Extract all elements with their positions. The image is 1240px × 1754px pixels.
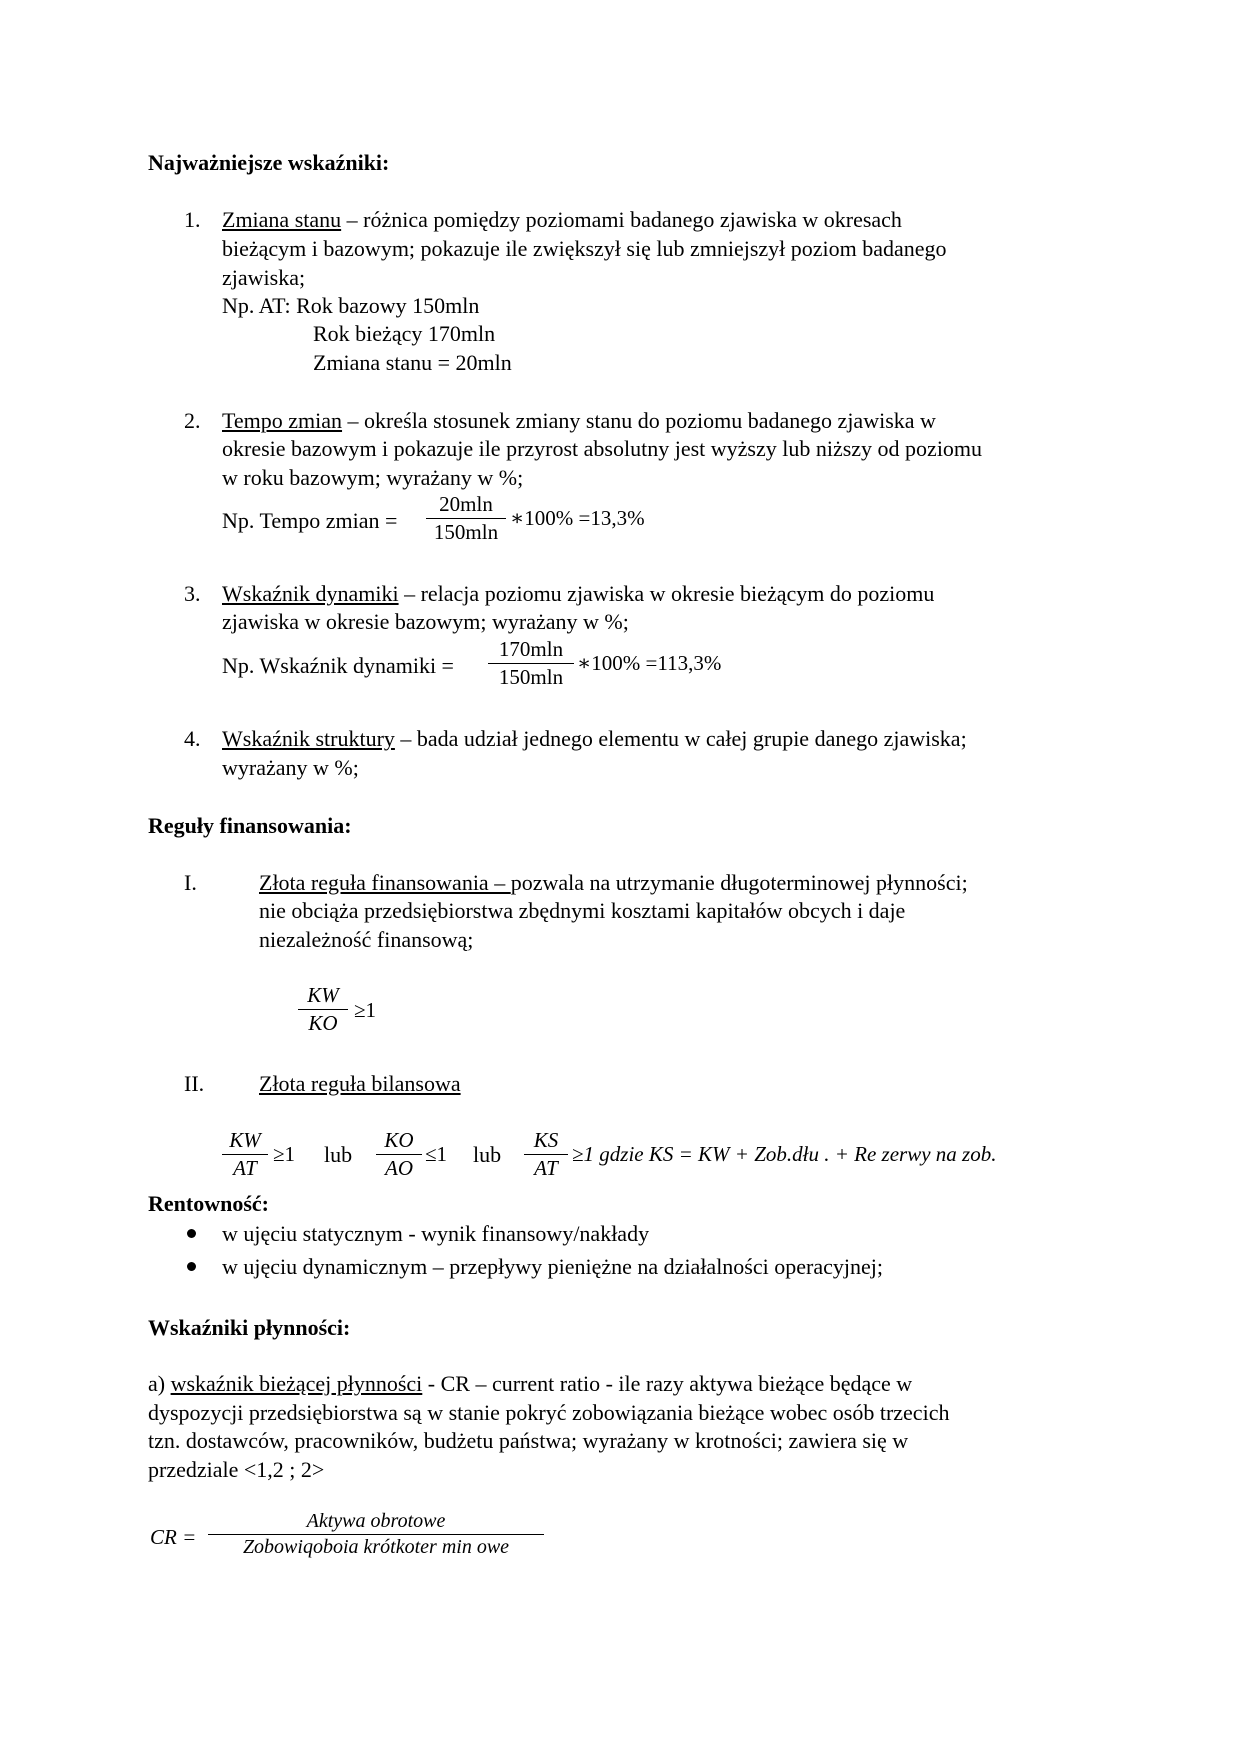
list-number: 1. bbox=[184, 207, 201, 232]
heading-reguly-finansowania: Reguły finansowania: bbox=[148, 813, 352, 838]
numerator: KW bbox=[229, 1128, 261, 1152]
formula-fraction bbox=[488, 637, 574, 690]
text-line: zjawiska w okresie bazowym; wyrażany w %; bbox=[222, 609, 629, 634]
numerator: KO bbox=[384, 1128, 414, 1152]
text-line: wyrażany w %; bbox=[222, 755, 359, 780]
term: Złota reguła finansowania – bbox=[259, 870, 511, 895]
term: Tempo zmian bbox=[222, 408, 343, 433]
list-number: 3. bbox=[184, 581, 201, 606]
list-item-zlota-regula-finansowania bbox=[259, 870, 968, 895]
numerator: 20mln bbox=[439, 492, 493, 516]
formula-fraction bbox=[376, 1128, 422, 1181]
list-number: II. bbox=[184, 1071, 205, 1096]
bullet-icon bbox=[187, 1229, 196, 1238]
list-item-zmiana-stanu bbox=[222, 207, 902, 232]
text: – różnica pomiędzy poziomami badanego zjawiska w okresach bbox=[341, 207, 902, 232]
example-line: Np. AT: Rok bazowy 150mln bbox=[222, 293, 480, 318]
list-item: w ujęciu dynamicznym – przepływy pieniężne na działalności operacyjnej; bbox=[222, 1254, 883, 1279]
fraction-bar bbox=[524, 1154, 568, 1155]
connector-lub: lub bbox=[324, 1142, 353, 1167]
paragraph-line: przedziale <1,2 ; 2> bbox=[148, 1457, 325, 1482]
text-line: zjawiska; bbox=[222, 265, 306, 290]
text-line: nie obciąża przedsiębiorstwa zbędnymi kosztami kapitałów obcych i daje bbox=[259, 898, 906, 923]
numerator: Aktywa obrotowe bbox=[306, 1510, 446, 1532]
prefix: a) bbox=[148, 1371, 171, 1396]
formula-fraction bbox=[524, 1128, 568, 1181]
fraction-bar bbox=[376, 1154, 422, 1155]
list-number: 2. bbox=[184, 408, 201, 433]
formula-relation: ≥1 bbox=[354, 998, 377, 1022]
text-line: niezależność finansową; bbox=[259, 927, 474, 952]
text-line: w roku bazowym; wyrażany w %; bbox=[222, 465, 524, 490]
list-number: 4. bbox=[184, 726, 201, 751]
formula-result: ∗100% =113,3% bbox=[577, 651, 722, 675]
formula-label: CR = bbox=[150, 1525, 197, 1549]
fraction-bar bbox=[222, 1154, 268, 1155]
term: Zmiana stanu bbox=[222, 207, 342, 232]
list-item-wskaznik-dynamiki bbox=[222, 581, 934, 606]
formula-fraction bbox=[426, 492, 506, 545]
fraction-bar bbox=[208, 1534, 544, 1535]
formula-relation: ≥1 bbox=[273, 1142, 296, 1166]
text: - CR – current ratio - ile razy aktywa bieżące będące w bbox=[422, 1371, 913, 1396]
formula-result: ∗100% =13,3% bbox=[510, 506, 645, 530]
denominator: 150mln bbox=[498, 665, 564, 689]
paragraph-line: tzn. dostawców, pracowników, budżetu państwa; wyrażany w krotności; zawiera się w bbox=[148, 1428, 909, 1453]
list-item-tempo-zmian bbox=[222, 408, 936, 433]
formula-label: Np. Tempo zmian = bbox=[222, 508, 398, 533]
fraction-bar bbox=[426, 518, 506, 519]
term: Wskaźnik struktury bbox=[222, 726, 395, 751]
numerator: 170mln bbox=[498, 637, 564, 661]
denominator: AT bbox=[534, 1156, 558, 1180]
list-item-wskaznik-struktury bbox=[222, 726, 967, 751]
numerator: KS bbox=[533, 1128, 559, 1152]
term: Wskaźnik dynamiki bbox=[222, 581, 399, 606]
text-line: bieżącym i bazowym; pokazuje ile zwiększył się lub zmniejszył poziom badanego bbox=[222, 236, 947, 261]
formula-label: Np. Wskaźnik dynamiki = bbox=[222, 653, 454, 678]
text: – relacja poziomu zjawiska w okresie bieżącym do poziomu bbox=[398, 581, 935, 606]
formula-relation: ≥1 gdzie KS = KW + Zob.dłu . + Re zerwy na zob. bbox=[572, 1142, 997, 1166]
example-line: Zmiana stanu = 20mln bbox=[313, 350, 512, 375]
text: – bada udział jednego elementu w całej grupie danego zjawiska; bbox=[394, 726, 967, 751]
list-number: I. bbox=[184, 870, 197, 895]
fraction-bar bbox=[298, 1009, 348, 1010]
denominator: Zobowiqoboia krótkoter min owe bbox=[242, 1536, 510, 1558]
bullet-icon bbox=[187, 1262, 196, 1271]
heading-najwazniejsze-wskazniki: Najważniejsze wskaźniki: bbox=[148, 150, 390, 175]
denominator: 150mln bbox=[433, 520, 499, 544]
heading-rentownosc: Rentowność: bbox=[148, 1191, 269, 1216]
term-zlota-regula-bilansowa: Złota reguła bilansowa bbox=[259, 1071, 461, 1096]
list-item: w ujęciu statycznym - wynik finansowy/nakłady bbox=[222, 1221, 650, 1246]
formula-relation: ≤1 bbox=[425, 1142, 448, 1166]
denominator: AO bbox=[385, 1156, 413, 1180]
heading-wskazniki-plynnosci: Wskaźniki płynności: bbox=[148, 1315, 351, 1340]
formula-fraction bbox=[298, 983, 348, 1036]
text: pozwala na utrzymanie długoterminowej płynności; bbox=[510, 870, 968, 895]
formula-fraction bbox=[222, 1128, 268, 1181]
numerator: KW bbox=[307, 983, 339, 1007]
connector-lub: lub bbox=[473, 1142, 502, 1167]
text: – określa stosunek zmiany stanu do poziomu badanego zjawiska w bbox=[342, 408, 936, 433]
paragraph-line bbox=[148, 1371, 912, 1396]
term: wskaźnik bieżącej płynności bbox=[170, 1371, 423, 1396]
denominator: KO bbox=[308, 1011, 338, 1035]
text-line: okresie bazowym i pokazuje ile przyrost absolutny jest wyższy lub niższy od poziomu bbox=[222, 436, 983, 461]
denominator: AT bbox=[233, 1156, 257, 1180]
example-line: Rok bieżący 170mln bbox=[313, 321, 496, 346]
formula-fraction-cr bbox=[208, 1510, 544, 1559]
fraction-bar bbox=[488, 663, 574, 664]
paragraph-line: dyspozycji przedsiębiorstwa są w stanie pokryć zobowiązania bieżące wobec osób trzecich bbox=[148, 1400, 950, 1425]
